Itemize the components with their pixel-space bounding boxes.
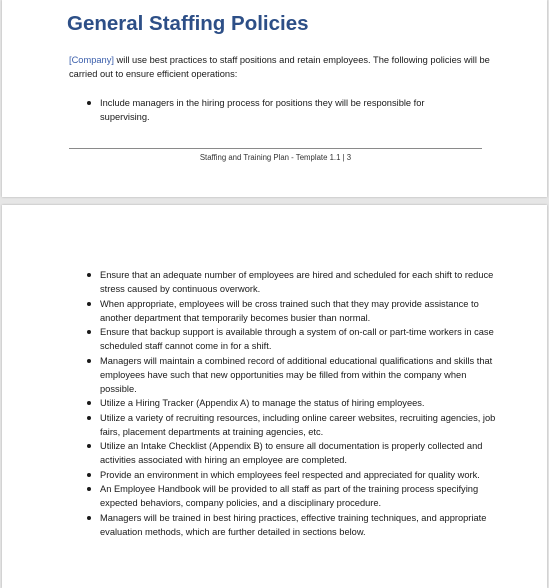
list-item: Managers will be trained in best hiring practices, effective training techniques, and appropriate evaluation methods, which are further detailed in sections below. (69, 511, 504, 539)
list-item: Managers will maintain a combined record of additional educational qualifications and skills that employees have such that new opportunities may be filled from within the company when possible. (69, 354, 504, 396)
list-item: Include managers in the hiring process for positions they will be responsible for supervising. (69, 96, 469, 124)
list-item: When appropriate, employees will be cross trained such that they may provide assistance to another department that temporarily becomes busier than normal. (69, 297, 504, 325)
footer-divider (69, 148, 482, 149)
list-item: Provide an environment in which employees feel respected and appreciated for quality work. (69, 468, 504, 482)
list-item: Utilize an Intake Checklist (Appendix B) to ensure all documentation is properly collected and activities associated with hiring an employee are completed. (69, 439, 504, 467)
document-page-3 (2, 0, 547, 197)
list-item: Ensure that an adequate number of employees are hired and scheduled for each shift to reduce stress caused by continuous overwork. (69, 268, 504, 296)
list-item: Utilize a variety of recruiting resources, including online career websites, recruiting agencies, job fairs, placement departments at training agencies, etc. (69, 411, 504, 439)
policy-list-page3 (69, 96, 469, 124)
document-page-4 (2, 205, 547, 588)
section-heading: General Staffing Policies (67, 12, 309, 35)
intro-paragraph (69, 53, 494, 81)
list-item: An Employee Handbook will be provided to all staff as part of the training process specifying expected behaviors, company policies, and a disciplinary procedure. (69, 482, 504, 510)
intro-text: will use best practices to staff positions and retain employees. The following policies will be carried out to ensure efficient operations: (69, 55, 490, 79)
list-item: Utilize a Hiring Tracker (Appendix A) to manage the status of hiring employees. (69, 396, 504, 410)
list-item: Ensure that backup support is available through a system of on-call or part-time workers in case scheduled staff cannot come in for a shift. (69, 325, 504, 353)
page-footer: Staffing and Training Plan - Template 1.1 | 3 (199, 153, 352, 162)
company-placeholder[interactable]: [Company] (69, 55, 114, 65)
policy-list-page4 (69, 268, 504, 539)
